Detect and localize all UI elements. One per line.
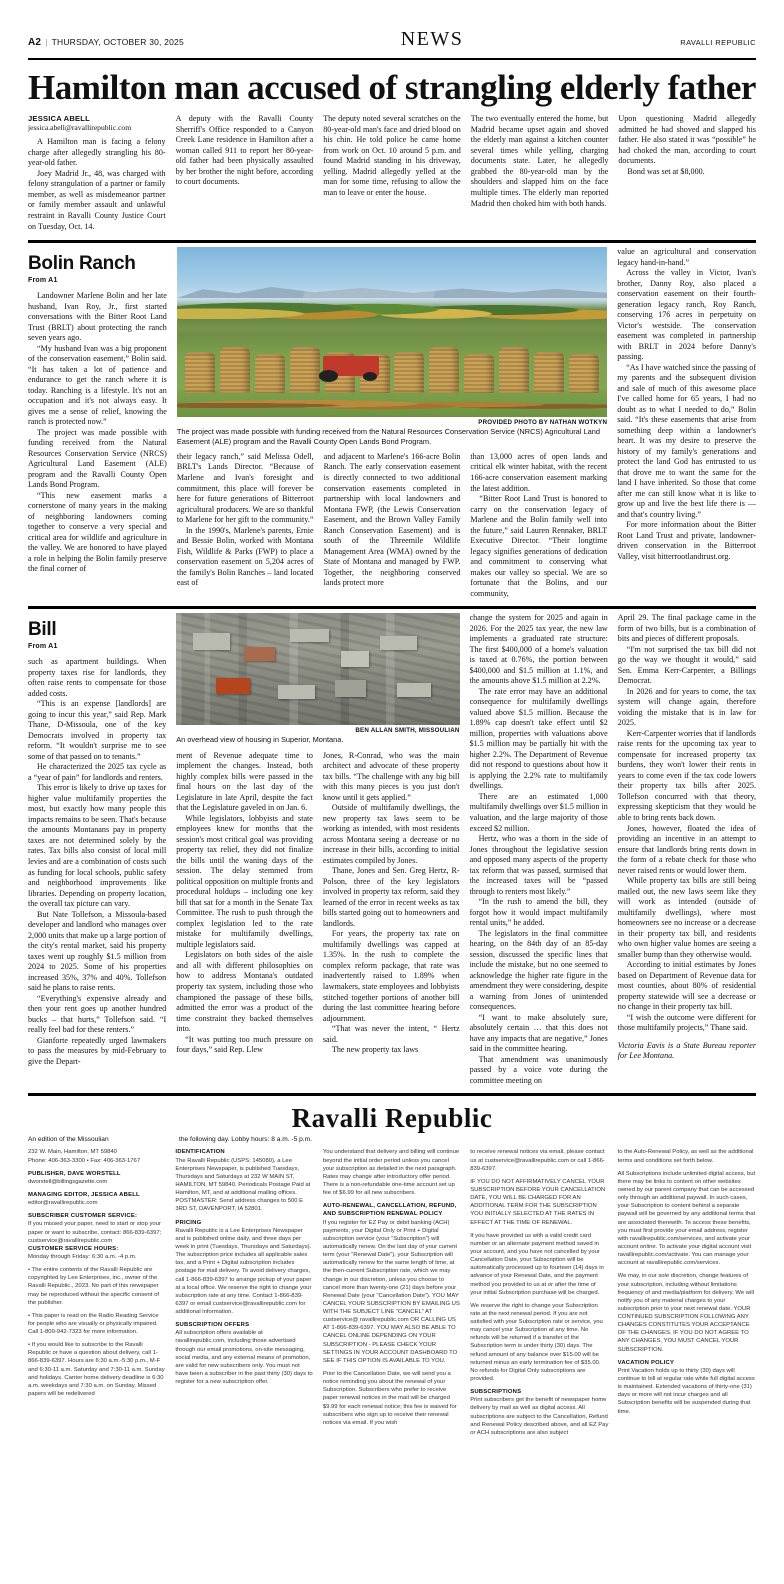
lead-story-columns <box>28 114 756 232</box>
copyright-bullet: • The entire contents of the Ravalli Republic are copyrighted by Lee Enterprises, inc., owner of the Ravalli Republic., 2023. No part of this newspaper may be reproduced without the specific consent of the publisher. <box>28 1267 159 1306</box>
cancellation-notice-body: Prior to the Cancellation Date, we will send you a notice reminding you about the renewal of your Subscription. Subscribers who prefer to receive paper renewal notices in the mail will be charged $9.99 for each renewal notice; this fee is waived for subscribers who sign up to receive their renewal notices via email. If you wish <box>322 1371 457 1426</box>
paragraph: their legacy ranch,” said Melissa Odell, BRLT's Lands Director. “Because of Marlene and Ivan's foresight and commitment, this place will forever be here for future generations of Bitterroot agricultural producers. We are so thankful to Marlene for her gift to the community.” <box>176 451 314 525</box>
lead-headline: Hamilton man accused of strangling elderly father <box>28 68 756 107</box>
paragraph: In 2026 and for years to come, the tax system will change again, therefore voiding the mistake that is in law for 2025. <box>617 686 756 728</box>
paragraph: “This is an expense [landlords] are going to incur this year,” said Rep. Mark Thane, D-Missoula, one of the key Democrats involved in property tax reform. “It wouldn't surprise me to see some of that passed on to tenants.” <box>28 699 167 761</box>
publisher-email: dworstell@billingsgazette.com <box>28 1178 108 1185</box>
lead-col5-text <box>618 114 756 177</box>
folio-rule <box>28 58 756 60</box>
paragraph: There are an estimated 1,000 multifamily dwellings over $1.5 million in valuation, and the large majority of those exceed $2 million. <box>469 791 608 833</box>
paragraph: But Nate Tollefson, a Missoula-based developer and landlord who manages over 2,000 units that make up a large portion of the city's rental market, said his property taxes went up roughly $1.5 million from 2024 to 2025. Some of his properties increased 35%, 37% and 40%. Tollefson said he plans to raise rents. <box>28 909 167 993</box>
ranch-col-5 <box>617 247 756 599</box>
bill-col5-text <box>618 613 756 1062</box>
paragraph: Legislators on both sides of the aisle and all with different philosophies on how to address Montana's outdated property tax system, including those who championed the passage of these bills, admitted the error was a product of the time constraint they backed themselves into. <box>176 950 313 1034</box>
bill-photo-credit: BEN ALLAN SMITH, MISSOULIAN <box>355 727 460 735</box>
paragraph: change the system for 2025 and again in 2026. For the 2025 tax year, the new law implements a graduated rate structure: The first $400,000 of a home's valuation is taxed at 0.76%, the portion between $400,000 and $1.5 million at 1.1%, and the amounts above $1.5 million at 2.2%. <box>469 613 608 686</box>
identification-body: The Ravalli Republic (USPS: 145080), a Lee Enterprises Newspaper, is published Tuesdays, Thursdays and Saturdays at 232 W MAIN ST, HAMILTON, MT 59840. Periodicals Postage Paid at Hamilton, MT, and at additional mailing offices. POSTMASTER: Send address changes to 500 E 3RD ST, DAVENPORT, IA 52801. <box>175 1157 311 1213</box>
subscription-offers-body: All subscription offers available at ravallirepublic.com, including those advertised through our email promotions, on-site messaging, social media, and any external means of promotion, are valid for new subscribers only. You must not have been a subscriber in the past thirty (30) days to register for a new subscription offer. <box>175 1330 313 1386</box>
folio-date: THURSDAY, OCTOBER 30, 2025 <box>51 37 184 47</box>
paragraph: “As I have watched since the passing of my parents and the subsequent division and sale of much of this awesome place I've called home for 65 years, I had no doubt as to what I needed to do,” Bolin said. “It's these easements that arise from something deep within a landowner's heart. It was my desire to preserve the history of my family's generations and protect the land God has entrusted to us that drove me to want the same for the land I have inherited. So those that come after me can still know what it is like to grow up and live the best life there is — and that's country living.” <box>617 362 757 519</box>
lead-col-4 <box>471 114 609 232</box>
paragraph: “My husband Ivan was a big proponent of the conservation easement,” Bolin said. “It has taken a lot of patience and endurance to get the ranch where it is today. Ranching is a lifestyle. It's not an occupation and it's not always easy. It gives me a sense of relief, knowing the ranch is protected now.” <box>28 343 167 427</box>
paragraph: Kerr-Carpenter worries that if landlords raise rents for the upcoming tax year to compensate for increased property tax burdens, they won't lower their rents in years to come even if the tax code lowers their property tax bills after 2025. Tollefson concurred with that theory, expressing skepticism that they would be able to bring rents back down. <box>617 728 756 822</box>
paragraph: and adjacent to Marlene's 166-acre Bolin Ranch. The early conservation easement is directly connected to two additional conservation easements completed in partnership with local landowners and Montana FWP, (the Lewis Conservation Easement, and the Brown Valley Family Ranch Conservation Easement) and is south of the Threemile Wildlife Management Area (WMA) owned by the State of Montana and managed by FWP. Together, the neighboring conserved lands protect more <box>323 451 461 588</box>
autorenewal-body: If you register for EZ Pay or debit banking (ACH) payments, your Digital Only or Print + Digital subscription service (your “Subscription”) will automatically renew. On the last day of your current term (your “Renewal Date”), your Subscription will automatically renew for the same length of time, at the then-current Subscription rate, which we may change in our discretion, unless you choose to cancel more than twenty-one (21) days before your Renewal Date (your “Cancellation Date”). YOU MAY CANCEL YOUR SUBSCRIPTION BY EMAILING US WITH THE SUBJECT LINE “CANCEL” AT custservice@ ravallirepublic.com OR CALLING US AT 1-866-839-6397. YOU MAY ALSO BE ABLE TO CANCEL ONLINE DEPENDING ON YOUR SUBSCRIPTION - PLEASE CHECK YOUR SETTINGS IN YOUR ACCOUNT DASHBOARD TO SEE IF THIS OPTION IS AVAILABLE TO YOU. <box>322 1219 460 1364</box>
autorenewal-head: AUTO-RENEWAL, CANCELLATION, REFUND, AND SUBSCRIPTION RENEWAL POLICY <box>322 1203 457 1218</box>
ranch-photo-caption: The project was made possible with funding received from the Natural Resources Conservation Service (NRCS) Agricultural Land Easement (ALE) program and the Ravalli County Open Lands Bond Program. <box>176 427 600 446</box>
ranch-photo-credit: PROVIDED PHOTO BY NATHAN WOTKYN <box>478 419 608 427</box>
ranch-col4-text <box>470 452 607 599</box>
ranch-col2-text <box>177 452 314 589</box>
paragraph: Joey Madrid Jr., 48, was charged with felony strangulation of a partner or family member, as well as misdemeanor partner or family member assault and unlawful restraint in Ravalli County Justice Court on Tuesday, Oct. 14. <box>28 168 166 231</box>
paragraph: He characterized the 2025 tax cycle as a “year of pain” for landlords and renters. <box>28 762 167 782</box>
identification-head: IDENTIFICATION <box>175 1149 225 1156</box>
paragraph: ment of Revenue adequate time to implement the changes. Instead, both highly complex bills were passed in the final hours on the last day of the Legislature in late April, despite the fact that the Legislature gaveled in on Jan. 6. <box>176 750 313 813</box>
masthead-edition-line: An edition of the Missoulian <box>28 1136 109 1144</box>
paragraph: “Bitter Root Land Trust is honored to carry on the conservation legacy of Marlene and the Bolin family well into the future,” said Lauren Rennaker, BRLT Executive Director. “Their longtime legacy signifies generations of dedication and commitment to conserving what makes our valley so special. We are so fortunate that the Bolins, and our community, <box>470 494 608 598</box>
ranch-col5-text <box>617 247 756 562</box>
section-name: NEWS <box>400 28 464 50</box>
bill-col-2 <box>176 751 313 1056</box>
lead-col1-text <box>28 137 166 232</box>
paragraph: Thane, Jones and Sen. Greg Hertz, R-Polson, three of the key legislators involved in property tax reform, said they learned of the error in recent weeks as tax bills started going out to homeowners and landlords. <box>322 866 460 928</box>
subscriptions-body: Print subscribers get the benefit of newspaper home delivery by mail as well as digital access. All subscriptions are subject to the Cancellation, Refund and Renewal Policy described above, and all EZ Pay or ACH subscriptions are also subject <box>470 1397 609 1436</box>
autorenewal-continued: to the Auto-Renewal Policy, as well as the additional terms and conditions set forth below. <box>617 1149 754 1164</box>
bill-story <box>28 613 756 1086</box>
paragraph: The new property tax laws <box>331 1045 419 1055</box>
paragraph: For years, the property tax rate on multifamily dwellings was capped at 1.35%. In the rush to complete the complex reform package, that rate was inadvertently raised to 1.89% when lawmakers, state employees and lobbyists stitched together portions of another bill during the last committee hearing before adjournment. <box>322 929 460 1023</box>
paragraph: Jones, R-Conrad, who was the main architect and advocate of these property tax bills. “The challenge with any big bill with this many pieces is you just don't know until it gets applied.” <box>322 750 460 802</box>
paragraph: Across the valley in Victor, Ivan's brother, Danny Roy, also placed a conservation easement on their fourth-generation legacy ranch, Roy Ranch, conserving 176 acres in perpetuity on Victor's westside. The conservation easement was completed in partnership with BRLT in 2024 before Danny's passing. <box>617 268 757 362</box>
masthead-title: Ravalli Republic <box>291 1103 493 1134</box>
paragraph: “I want to make absolutely sure, absolutely certain … that this does not have any impacts that are negative,” Jones said in the committee hearing. <box>469 1012 608 1054</box>
masthead-lobby-line: the following day. Lobby hours: 8 a.m. -5 p.m. <box>179 1136 312 1144</box>
paragraph: The project was made possible with funding received from the Natural Resources Conservation Service (NRCS) Agricultural Land Easement (ALE) program and the Ravalli County Open Lands Bond Program. <box>28 427 167 490</box>
masthead-address: 232 W. Main, Hamilton, MT 59840 <box>28 1149 117 1156</box>
pricing-body-2: The subscription price includes all applicable sales tax, and a Print + Digital subscription includes postage for mail delivery. To avoid delivery charges, call 1-866-839-6397 to arrange pickup of your paper at a local office. We reserve the right to change your subscription rate at any time. Contact 1-866-839-6397 or email custservice@ravallirepublic.com for additional information. <box>175 1252 312 1316</box>
bill-col1-text <box>28 657 166 1067</box>
publication-name: RAVALLI REPUBLIC <box>680 38 756 47</box>
paragraph: “I wish the outcome were different for those multifamily projects,” Thane said. <box>617 1012 756 1033</box>
service-hours-head: CUSTOMER SERVICE HOURS: <box>28 1245 119 1252</box>
masthead-topline <box>28 1136 756 1143</box>
paragraph: value an agricultural and conservation legacy hand-in-hand.” <box>617 247 757 267</box>
digital-access-body: All Subscriptions include unlimited digital access, but there may be links to content on other websites owned by our parent company that can be accessed only through an additional paywall. In such cases, your Subscription to content behind a separate paywall will be governed by any additional terms that are associated therewith. To access these benefits, you must first provide your email address, register with ravallirepublic.com/services, and activate your account online. To activate your digital account visit ravallirepublic.com/activate. You can manage your account at ravallirepublic.com/services. <box>617 1170 756 1267</box>
paragraph: April 29. The final package came in the form of two bills, but is a combination of bits and pieces of different proposals. <box>617 613 756 644</box>
paragraph: Gianforte repeatedly urged lawmakers to pass the measures by mid-February to give the Depart- <box>28 1035 167 1066</box>
paragraph: According to initial estimates by Jones based on Department of Revenue data for most counties, about 80% of residential property statewide will see a decrease or no change in their property tax bill. <box>617 960 756 1012</box>
paragraph: While property tax bills are still being mailed out, the new laws seem like they will work as intended (outside of multifamily dwellings), where most homeowners see no increase or a decrease in their property tax bill, and residents who own higher value homes are seeing a smaller bump than they otherwise would. <box>617 876 756 959</box>
paragraph: “It was putting too much pressure on four days,” said Rep. Llew <box>176 1034 313 1055</box>
paragraph: The rate error may have an additional consequence for multifamily dwellings valued above $1.5 million. Because the 1.89% cap doesn't take effect until $2 million, properties with valuations above $1.5 million may be partially hit with the higher 2.2%. The Department of Revenue did not respond to questions about how it is applying the 2.2% rate to multifamily dwellings. <box>469 686 608 791</box>
renewal-contact-body: to receive renewal notices via email, please contact us at custservice@ravallirepublic.com or call 1-866-839-6397. <box>470 1149 605 1172</box>
bill-under-photo-columns <box>176 751 459 1056</box>
folio-left: A2 | THURSDAY, OCTOBER 30, 2025 <box>28 37 184 48</box>
page-number: A2 <box>28 37 42 48</box>
paragraph: In the 1990's, Marlene's parents, Ernie and Bessie Bolin, worked with Montana Fish, Wildlife & Parks (FWP) to place a conservation easement on 5,204 acres of the family's Bolin Ranches – land located east of <box>176 525 314 588</box>
paragraph: “Everything's expensive already and then your rent goes up another hundred bucks – that hurts,” Tollefson said. “I really feel bad for these renters.” <box>28 993 167 1035</box>
ranch-col-2 <box>177 452 314 599</box>
ranch-under-photo-columns <box>177 452 607 599</box>
paragraph: “I'm not surprised the tax bill did not go the way we thought it would,” said Sen. Emma Kerr-Carpenter, a Billings Democrat. <box>617 644 756 686</box>
ranch-col1-text <box>28 291 167 575</box>
paragraph: Upon questioning Madrid allegedly admitted he had shoved and slapped his father. He also stated it was “possible” he had choked the man, according to court documents. <box>618 114 756 166</box>
masthead-rule <box>28 1093 756 1096</box>
lead-col4-text <box>471 114 609 209</box>
bill-tagline: Victoria Eavis is a State Bureau reporter for Lee Montana. <box>617 1040 756 1061</box>
ranch-from-line: From A1 <box>28 277 58 285</box>
bill-col-4 <box>470 613 608 1086</box>
lead-col2-text <box>176 114 314 188</box>
paragraph: The two eventually entered the home, but Madrid became upset again and shoved the elderly man against a kitchen counter several times while yelling, charging documents state. Later, he allegedly grabbed the 80-year-old man by the shoulders and slapped him on the face multiple times. The elderly man reported Madrid then choked him with both hands. <box>470 114 609 208</box>
service-hours-body: Monday through Friday: 6:30 a.m. -4 p.m. <box>28 1253 137 1260</box>
masthead-phone: Phone: 406-363-3300 • Fax: 406-363-1767 <box>28 1157 141 1164</box>
masthead-columns <box>28 1148 756 1442</box>
paragraph: Bond was set at $8,000. <box>627 166 705 176</box>
pricing-body: Ravalli Republic is a Lee Enterprises Newspaper and is published online daily, and three days per week in print (Tuesdays, Thursdays and Saturdays). <box>175 1227 312 1250</box>
intro-offer-body: You understand that delivery and billing will continue beyond the initial order period unless you cancel your subscription as detailed in the next paragraph. Rates may change after introductory offer period. There is a non-refundable one-time account set up fee of $6.99 for all new subscribers. <box>322 1149 460 1197</box>
paragraph: “In the rush to amend the bill, they forgot how it would impact multifamily rental units,” he added. <box>469 897 608 928</box>
lead-col-1 <box>28 114 166 232</box>
subscriptions-head: SUBSCRIPTIONS <box>470 1389 522 1396</box>
bill-col-3 <box>323 751 460 1056</box>
paragraph: “This new easement marks a cornerstone of many years in the making of neighboring landowners coming together to conserve a very special and critical area for wildlife and agriculture in the valley. We are honored to have played a role in helping the Bolin family preserve the final corner of <box>28 490 167 574</box>
refund-terms-body: We reserve the right to change your Subscription rate at the next renewal period. If you are not satisfied with your Subscription rate or service, you may cancel your Subscription at any time. No refunds will be returned if a transfer of the Subscription term is under thirty (30) days. The refund amount of any balance over $15.00 will be returned minus an early termination fee of $35.00. No refunds for Digital Only subscriptions are provided. <box>470 1302 603 1383</box>
bill-photo <box>176 613 459 725</box>
paragraph: Hertz, who was a thorn in the side of Jones throughout the legislative session and opposed many aspects of the property tax reform that was passed, surmised that the increased taxes will be “passed through to renters most likely.” <box>469 834 608 896</box>
editor-email: editor@ravallirepublic.com <box>28 1200 98 1207</box>
paragraph: Outside of multifamily dwellings, the new property tax laws seem to be working as intended, with most residents across Montana seeing a decrease or no increase in their bills, according to initial estimates compiled by Jones. <box>322 803 460 865</box>
masthead-col-2 <box>175 1148 313 1442</box>
lead-col3-text <box>323 114 461 198</box>
paragraph: than 13,000 acres of open lands and critical elk winter habitat, with the recent 166-acre conservation easement marking the latest addition. <box>470 451 608 493</box>
lead-col-3 <box>323 114 461 232</box>
ranch-photo-block <box>177 247 607 599</box>
folio-header <box>28 28 756 55</box>
bill-col2-text <box>176 751 313 1056</box>
paragraph: such as apartment buildings. When property taxes rise for landlords, they often raise rents to compensate for those added costs. <box>28 657 167 698</box>
ranch-story <box>28 247 756 599</box>
payment-method-body: If you have provided us with a valid credit card number or an alternate payment method saved in your account, and you have not cancelled by your Cancellation Date, your Subscription will be automatically processed up to fourteen (14) days in advance of your Renewal Date, and the payment method you provided to us at or after the time of your initial Subscription purchase will be charged. <box>470 1232 604 1296</box>
subscription-offers-head: SUBSCRIPTION OFFERS <box>175 1322 250 1329</box>
paragraph: A deputy with the Ravalli County Sherriff's Office responded to a Canyon Creek Lane residence in Hamilton after a woman called 911 to report her 80-year-old father had been physically assaulted by her brother the night before, according to court documents. <box>175 114 314 187</box>
bill-photo-caption: An overhead view of housing in Superior, Montana. <box>176 735 344 745</box>
paragraph: Jones, however, floated the idea of providing an incentive in an attempt to ensure that landlords bring rents down in the form of a rebate check for those who never raised rents or would lower them. <box>617 823 756 875</box>
paragraph: For more information about the Bitter Root Land Trust and private, landowner-driven conservation in the Bitterroot Valley, visit bitterrootlandtrust.org. <box>617 520 757 561</box>
paragraph: That amendment was unanimously passed by a voice vote during the committee meeting on <box>469 1054 608 1085</box>
renewal-caps-notice: IF YOU DO NOT AFFIRMATIVELY CANCEL YOUR SUBSCRIPTION BEFORE YOUR CANCELLATION DATE, YOU WILL BE CHARGED FOR AN ADDITIONAL TERM FOR THE SUBSCRIPTION YOU INITIALLY SELECTED AT THE RATES IN EFFECT AT THE TIME OF RENEWAL. <box>470 1178 606 1226</box>
lead-col-2 <box>176 114 314 232</box>
publisher-head: PUBLISHER, DAVE WORSTELL <box>28 1170 121 1177</box>
bill-col-1 <box>28 613 166 1086</box>
paragraph: While legislators, lobbyists and state employees knew for months that the session's most critical goal was providing property tax relief, they did not finalize the bills until the waning days of the session. The delay stemmed from political opposition on multiple fronts and procedural holdups – including one key bill that sat for a month in the Senate Tax Committee. The rush to push through the complex legislation led to the rate mistake for multifamily dwellings, multiple legislators said. <box>176 813 313 949</box>
vacation-policy-head: VACATION POLICY <box>617 1359 675 1366</box>
masthead-col-1 <box>28 1148 166 1442</box>
paragraph: A Hamilton man is facing a felony charge after allegedly strangling his 80-year-old father. <box>28 137 166 168</box>
byline-name: JESSICA ABELL <box>28 114 90 124</box>
byline-email: jessica.abell@ravallirepublic.com <box>28 123 132 133</box>
paragraph: “That was never the intent, “ Hertz said. <box>322 1024 460 1044</box>
subscriber-service-body: If you missed your paper, need to start or stop your paper or want to subscribe, contact: 866-839-6397; custservice@ravallirepublic.com <box>28 1221 162 1244</box>
paragraph: The legislators in the final committee hearing, on the 84th day of an 85-day session, discussed the specific lines that include the mistake, but no one seemed to acknowledge the higher rate figure in the amendment they were considering, despite a warning from Jones of unintended consequences. <box>469 928 608 1012</box>
bill-col3-text <box>323 751 460 1056</box>
ranch-section-head: Bolin Ranch <box>28 253 136 275</box>
lead-col-5 <box>618 114 756 232</box>
ranch-col3-text <box>324 452 461 589</box>
radio-reading-bullet: • This paper is read on the Radio Reading Service for people who are visually or physically impaired. Call 1-800-942-7323 for more information. <box>28 1312 159 1336</box>
bill-col4-text <box>470 613 608 1086</box>
ranch-col-3 <box>324 452 461 599</box>
paragraph: Landowner Marlene Bolin and her late husband, Ivan Roy, Jr., first started conversations with the Bitter Root Land Trust (BRLT) about protecting the ranch seven years ago. <box>28 291 167 343</box>
subscriber-service-head: SUBSCRIBER CUSTOMER SERVICE: <box>28 1213 138 1220</box>
masthead-col-4 <box>470 1148 608 1442</box>
ranch-col-4 <box>470 452 607 599</box>
bill-col-5 <box>618 613 756 1086</box>
bill-section-head: Bill <box>28 619 57 641</box>
bill-from-line: From A1 <box>28 643 58 651</box>
ranch-photo <box>177 247 607 417</box>
bill-photo-block <box>176 613 459 1086</box>
pricing-head: PRICING <box>175 1219 202 1226</box>
editor-head: MANAGING EDITOR, JESSICA ABELL <box>28 1191 140 1198</box>
ranch-story-divider <box>28 606 756 609</box>
vacation-policy-body: Print Vacation holds up to thirty (30) days will continue to bill at regular rate while full digital access is maintained. Extended vacations of thirty-one (31) days or more will not incur charges and all Subscription benefits will be suspended during that time. <box>617 1367 755 1415</box>
lead-story-divider <box>28 240 756 243</box>
changes-policy-body: We may, in our sole discretion, change features of your subscription, including without limitations frequency of and media/platform for delivery. We will notify you of any material charges to your subscription prior to your next renewal date. YOUR CONTINUED SUBSCRIPTION FOLLOWING ANY CHANGES CONSTITUTES YOUR ACCEPTANCE OF THE CHANGES. IF YOU DO NOT AGREE TO ANY CHANGES, YOU MUST CANCEL YOUR SUBSCRIPTION. <box>617 1273 754 1353</box>
paragraph: The deputy noted several scratches on the 80-year-old man's face and dried blood on his chin. He told police he came home from work on Oct. 10 around 5 p.m. and found Madrid standing in his driveway, yelling. Madrid allegedly yelled at the man for some time, refusing to allow the man to leave or enter the house. <box>323 114 461 197</box>
delivery-bullet: • If you would like to subscribe to the Ravalli Republic or have a question about delivery, call 1-866-839-6397. Hours are 6:30 a.m.-5:30 p.m., M-F and 6:30-11 a.m. Saturday and 7:30-11 a.m. Sunday and holidays. Carrier home delivery deadline is 6:30 a.m. weekdays and 7:30 a.m. on Sunday. Missed papers will be redelivered <box>28 1342 165 1398</box>
masthead-col-3 <box>323 1148 461 1442</box>
paragraph: This error is likely to drive up taxes for higher value multifamily properties the most, but exactly how many people this impacts remains to be seen. That's because the amounts Montanans pay in property taxes are not determined solely by the rates. Tax bills also consist of local mill levies and are a combination of costs such as funding for local schools, public safety and neighborhood improvements like libraries. Depending on property location, the overall tax picture can vary. <box>28 783 167 909</box>
ranch-col-1 <box>28 247 167 599</box>
masthead-col-5 <box>618 1148 756 1442</box>
